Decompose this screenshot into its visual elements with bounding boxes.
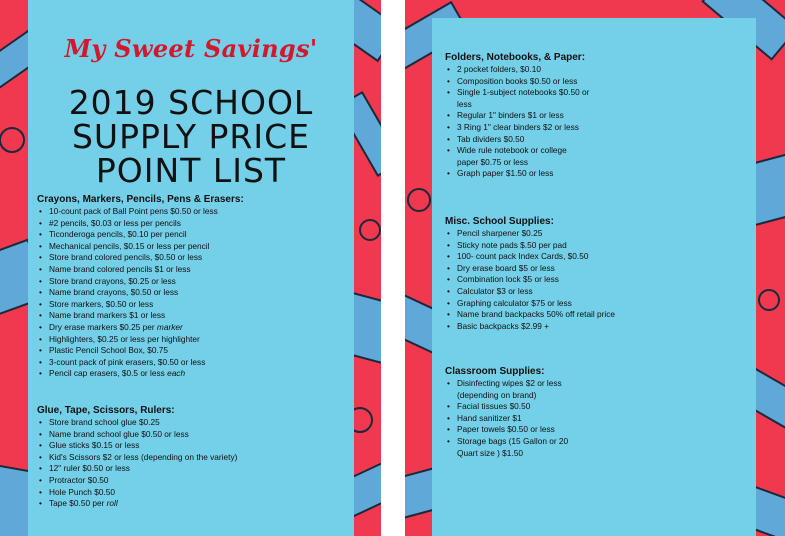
list-item <box>445 424 568 436</box>
list-item-text: Calculator $3 or less <box>457 285 533 296</box>
list-item <box>445 122 589 134</box>
list-item <box>445 286 615 298</box>
list-item-text: Dry erase board $5 or less <box>457 262 555 273</box>
list-item-text: Regular 1" binders $1 or less <box>457 110 564 121</box>
list-item-line: • Wide rule notebook or college <box>457 145 567 156</box>
list-item <box>37 310 244 322</box>
section-heading: Misc. School Supplies: <box>445 216 554 227</box>
list-item <box>445 87 589 110</box>
section-heading: Crayons, Markers, Pencils, Pens & Erasers: <box>37 194 244 205</box>
list-item <box>445 76 589 88</box>
section-heading: Classroom Supplies: <box>445 366 545 377</box>
list-item-line: • Storage bags (15 Gallon or 20 <box>457 435 569 446</box>
list-item <box>445 251 615 263</box>
list-item <box>37 299 244 311</box>
left-page <box>0 0 381 536</box>
list-item <box>37 440 237 452</box>
list-item <box>445 401 568 413</box>
list-item <box>445 263 615 275</box>
title-line: POINT LIST <box>95 151 287 190</box>
brand-logo-text: My Sweet Savings' <box>64 34 318 63</box>
list-item-text: Store brand crayons, $0.25 or less <box>49 275 176 286</box>
list-item <box>445 64 589 76</box>
italic-unit: roll <box>106 498 118 509</box>
list-item-text: Name brand colored pencils $1 or less <box>49 263 191 274</box>
list-item-text: Composition books $0.50 or less <box>457 75 578 86</box>
list-item <box>37 357 244 369</box>
list-item-text: Paper towels $0.50 or less <box>457 424 555 435</box>
list-item <box>37 206 244 218</box>
list-item-text: Kid's Scissors $2 or less (depending on the variety) <box>49 451 238 462</box>
list-item-text: Name brand crayons, $0.50 or less <box>49 287 179 298</box>
list-item <box>37 487 237 499</box>
list-item-text: Graphing calculator $75 or less <box>457 297 572 308</box>
list-item-text: Name brand backpacks 50% off retail price <box>457 309 616 320</box>
list-item <box>445 274 615 286</box>
section-classroom-supplies <box>445 366 568 459</box>
list-item-text: Hole Punch $0.50 <box>49 486 115 497</box>
list-item-text: Sticky note pads $.50 per pad <box>457 239 567 250</box>
list-item-text: Facial tissues $0.50 <box>457 401 531 412</box>
list-item-text: #2 pencils, $0.03 or less per pencils <box>49 217 181 228</box>
list-item <box>37 218 244 230</box>
list-item <box>445 436 568 459</box>
list-item-text: Combination lock $5 or less <box>457 274 559 285</box>
list-item <box>37 334 244 346</box>
list-item <box>445 145 589 168</box>
list-item-text: Plastic Pencil School Box, $0.75 <box>49 345 168 356</box>
list-item <box>445 228 615 240</box>
list-item-text: Dry erase markers $0.25 per <box>49 321 155 332</box>
list-item-text: Graph paper $1.50 or less <box>457 168 554 179</box>
list-item <box>37 264 244 276</box>
list-item <box>37 429 237 441</box>
item-list <box>37 417 237 510</box>
list-item <box>37 475 237 487</box>
list-item-text: Pencil cap erasers, $0.5 or less <box>49 368 165 379</box>
price-list-panel <box>28 0 354 536</box>
title-line: SUPPLY PRICE <box>71 117 310 156</box>
list-item <box>445 240 615 252</box>
list-item <box>37 417 237 429</box>
list-item <box>37 463 237 475</box>
list-item-text: 12" ruler $0.50 or less <box>49 463 130 474</box>
list-item-text: Mechanical pencils, $0.15 or less per pencil <box>49 240 210 251</box>
item-list <box>445 378 568 459</box>
section-misc-supplies <box>445 216 615 332</box>
list-item-text: 100- count pack Index Cards, $0.50 <box>457 251 589 262</box>
list-item <box>37 276 244 288</box>
list-item <box>37 452 237 464</box>
item-list <box>37 206 244 380</box>
item-list <box>445 228 615 332</box>
price-list-panel <box>432 18 756 536</box>
list-item <box>37 322 244 334</box>
list-item-text: Tape $0.50 per <box>49 498 105 509</box>
list-item-text: Tab dividers $0.50 <box>457 133 525 144</box>
section-folders-notebooks <box>445 52 589 180</box>
list-item-line: less <box>457 98 472 109</box>
section-crayons-markers <box>37 194 244 380</box>
list-item <box>445 378 568 401</box>
list-item-line: (depending on brand) <box>457 389 537 400</box>
right-page <box>405 0 785 536</box>
section-heading: Folders, Notebooks, & Paper: <box>445 52 586 63</box>
list-item-text: Store brand colored pencils, $0.50 or less <box>49 252 203 263</box>
list-item-text: Name brand markers $1 or less <box>49 310 166 321</box>
list-item <box>37 287 244 299</box>
list-item <box>37 241 244 253</box>
list-item-text: 3 Ring 1" clear binders $2 or less <box>457 121 579 132</box>
page-title <box>28 83 354 190</box>
list-item-text: Protractor $0.50 <box>49 474 109 485</box>
list-item-line: Quart size ) $1.50 <box>457 447 523 458</box>
list-item-text: Glue sticks $0.15 or less <box>49 440 140 451</box>
list-item <box>37 368 244 380</box>
list-item <box>37 252 244 264</box>
list-item-text: Pencil sharpener $0.25 <box>457 228 543 238</box>
list-item-text: Ticonderoga pencils, $0.10 per pencil <box>49 229 187 240</box>
list-item-text: 10-count pack of Ball Point pens $0.50 or less <box>49 206 218 216</box>
list-item <box>445 321 615 333</box>
list-item <box>445 298 615 310</box>
list-item-text: Basic backpacks $2.99 + <box>457 320 550 331</box>
list-item-text: Name brand school glue $0.50 or less <box>49 428 189 439</box>
list-item-text: Hand sanitizer $1 <box>457 412 522 423</box>
list-item <box>445 110 589 122</box>
section-glue-tape <box>37 405 237 510</box>
list-item <box>37 229 244 241</box>
list-item-line: • Single 1-subject notebooks $0.50 or <box>457 87 590 98</box>
list-item-text: 2 pocket folders, $0.10 <box>457 64 541 74</box>
list-item <box>445 134 589 146</box>
list-item-text: Store brand school glue $0.25 <box>49 417 160 427</box>
list-item-text: Store markers, $0.50 or less <box>49 298 154 309</box>
list-item <box>445 168 589 180</box>
list-item-text: 3-count pack of pink erasers, $0.50 or less <box>49 356 206 367</box>
list-item-text: Highlighters, $0.25 or less per highlighter <box>49 333 200 344</box>
italic-unit: each <box>167 368 186 379</box>
section-heading: Glue, Tape, Scissors, Rulers: <box>37 405 175 416</box>
list-item <box>445 309 615 321</box>
title-line: 2019 SCHOOL <box>68 83 314 122</box>
list-item-line: paper $0.75 or less <box>457 156 529 167</box>
item-list <box>445 64 589 180</box>
list-item <box>37 498 237 510</box>
list-item <box>445 413 568 425</box>
list-item-line: • Disinfecting wipes $2 or less <box>457 378 562 388</box>
italic-unit: marker <box>156 321 183 332</box>
list-item <box>37 345 244 357</box>
